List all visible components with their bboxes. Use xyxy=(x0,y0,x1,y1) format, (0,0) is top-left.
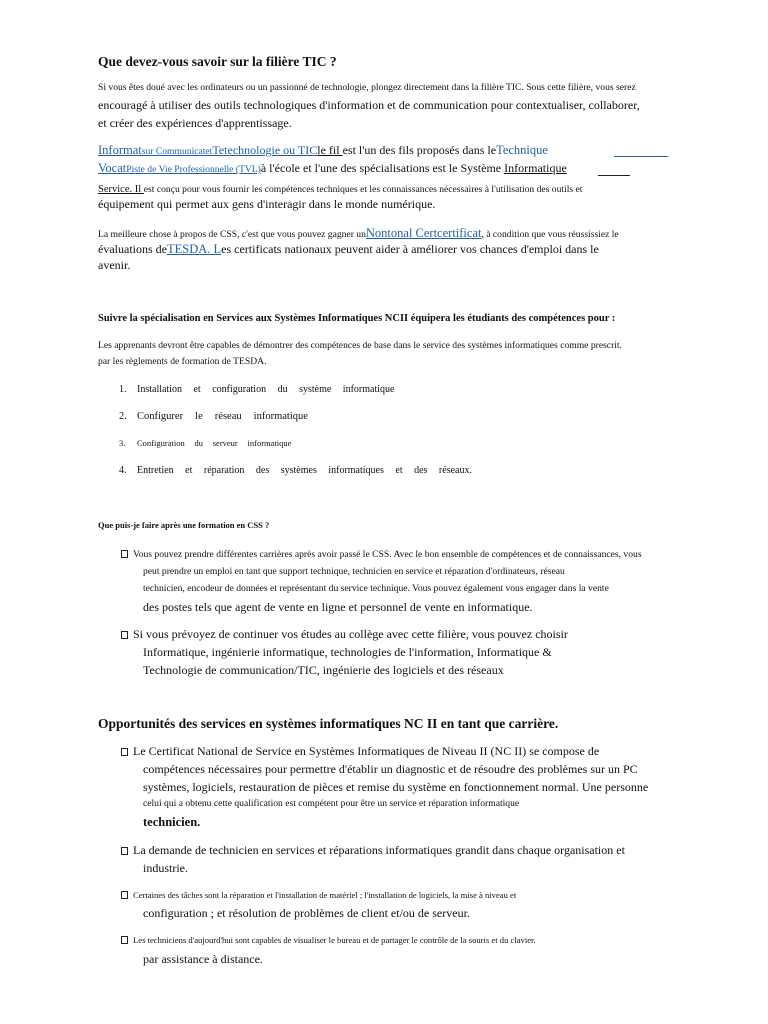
bullet-line: compétences nécessaires pour permettre d'établir un diagnostic et de résoudre des problèmes sur un PC xyxy=(143,762,638,776)
bullet-line: celui qui a obtenu cette qualification est compétent pour être un service et réparation informatique xyxy=(143,798,520,809)
checkbox-bullet-icon xyxy=(121,631,128,639)
text-fragment: est conçu pour vous fournir les compétences techniques et les connaissances nécessaires à l'utilisation des outils et xyxy=(143,184,583,195)
paragraph-line: Si vous êtes doué avec les ordinateurs ou un passionné de technologie, plongez directement dans la filière TIC. Sous cette filière, vous serez xyxy=(98,82,636,93)
paragraph-line xyxy=(98,225,619,241)
checkbox-bullet-icon xyxy=(121,936,128,944)
paragraph-line xyxy=(98,162,567,175)
text-fragment: es certificats nationaux peuvent aider à améliorer vos chances d'emploi dans le xyxy=(221,242,599,256)
bullet-line: La demande de technicien en services et réparations informatiques grandit dans chaque organisation et xyxy=(121,844,625,856)
link-national-certificate[interactable]: Nontonal Certcertificat xyxy=(365,226,482,240)
section-title-tic: Que devez-vous savoir sur la filière TIC ? xyxy=(98,54,337,69)
paragraph-line xyxy=(98,180,582,196)
bullet-line: industrie. xyxy=(143,861,188,875)
bullet-line: technicien, encodeur de données et représentant du service technique. Vous pouvez également vous engager dans la vente xyxy=(143,583,609,594)
section-title-specialisation: Suivre la spécialisation en Services aux Systèmes Informatiques NCII équipera les étudiants des compétences pour : xyxy=(98,313,616,324)
section-title-apres-formation: Que puis-je faire après une formation en CSS ? xyxy=(98,520,270,530)
paragraph-line: et créer des expériences d'apprentissage. xyxy=(98,116,292,130)
text-fragment: le fil xyxy=(317,143,343,157)
bullet-line: Vous pouvez prendre différentes carrières après avoir passé le CSS. Avec le bon ensemble de compétences et de connaissances, vous xyxy=(121,550,642,560)
link-tvl[interactable]: Piste de Vie Professionnelle (TVL) xyxy=(126,164,261,175)
bullet-line: configuration ; et résolution de problèmes de client et/ou de serveur. xyxy=(143,906,470,920)
bullet-line: technicien. xyxy=(143,815,201,829)
list-item: 3. Configuration du serveur informatique xyxy=(119,438,292,448)
list-item: 4. Entretien et réparation des systèmes informatiques et des réseaux. xyxy=(119,465,472,476)
paragraph-line: encouragé à utiliser des outils technologiques d'information et de communication pour contextualiser, collaborer, xyxy=(98,98,640,112)
bullet-line: Technologie de communication/TIC, ingénierie des logiciels et des réseaux xyxy=(143,663,504,677)
text-fragment: Service. Il xyxy=(98,184,144,195)
checkbox-bullet-icon xyxy=(121,891,128,899)
paragraph-line xyxy=(98,241,599,257)
text-fragment: , à condition que vous réussissiez le xyxy=(481,229,619,240)
list-item: 2. Configurer le réseau informatique xyxy=(119,411,308,422)
checkbox-bullet-icon xyxy=(121,550,128,558)
bullet-line: systèmes, logiciels, restauration de pièces et remise du système en fonctionnement normal. Une personne xyxy=(143,780,649,794)
section-title-opportunites: Opportunités des services en systèmes informatiques NC II en tant que carrière. xyxy=(98,716,559,731)
text-fragment: à l'école et l'une des spécialisations est le Système xyxy=(260,161,505,175)
text-fragment: Informatique xyxy=(504,161,567,175)
paragraph-line: équipement qui permet aux gens d'interagir dans le monde numérique. xyxy=(98,197,436,211)
checkbox-bullet-icon xyxy=(121,847,128,855)
bullet-line: peut prendre un emploi en tant que support technique, technicien en service et réparation d'ordinateurs, réseau xyxy=(143,566,565,577)
bullet-line: Le Certificat National de Service en Systèmes Informatiques de Niveau II (NC II) se compose de xyxy=(121,745,599,757)
link-informatique[interactable]: Informat xyxy=(98,143,142,157)
link-communication[interactable]: sur Communicatet xyxy=(141,146,213,157)
paragraph-line xyxy=(98,144,548,157)
link-underline xyxy=(614,156,668,157)
paragraph-line: Les apprenants devront être capables de démontrer des compétences de base dans le service des systèmes informatiques comme prescrit. xyxy=(98,340,622,351)
text-fragment: est l'un des fils proposés dans le xyxy=(342,143,497,157)
bullet-line: Les techniciens d'aujourd'hui sont capables de visualiser le bureau et de partager le contrôle de la souris et du clavier. xyxy=(121,936,536,945)
paragraph-line: par les règlements de formation de TESDA. xyxy=(98,356,267,367)
bullet-line: Certaines des tâches sont la réparation et l'installation de matériel ; l'installation de logiciels, la mise à niveau et xyxy=(121,891,516,900)
checkbox-bullet-icon xyxy=(121,748,128,756)
list-item: 1. Installation et configuration du système informatique xyxy=(119,384,395,395)
bullet-line: par assistance à distance. xyxy=(143,952,263,966)
underline-mark xyxy=(598,175,630,176)
link-tesda[interactable]: TESDA. L xyxy=(166,242,222,256)
text-fragment: évaluations de xyxy=(98,242,167,256)
bullet-line: Si vous prévoyez de continuer vos études au collège avec cette filière, vous pouvez choisir xyxy=(121,628,568,640)
link-technique[interactable]: Technique xyxy=(496,143,548,157)
link-technologie-tic[interactable]: Tetechnologie ou TIC xyxy=(212,143,318,157)
link-vocat[interactable]: Vocat xyxy=(98,161,127,175)
text-fragment: La meilleure chose à propos de CSS, c'est que vous pouvez gagner un xyxy=(98,229,366,240)
bullet-line: Informatique, ingénierie informatique, technologies de l'information, Informatique & xyxy=(143,645,552,659)
paragraph-line: avenir. xyxy=(98,258,131,272)
bullet-line: des postes tels que agent de vente en ligne et personnel de vente en informatique. xyxy=(143,600,533,614)
